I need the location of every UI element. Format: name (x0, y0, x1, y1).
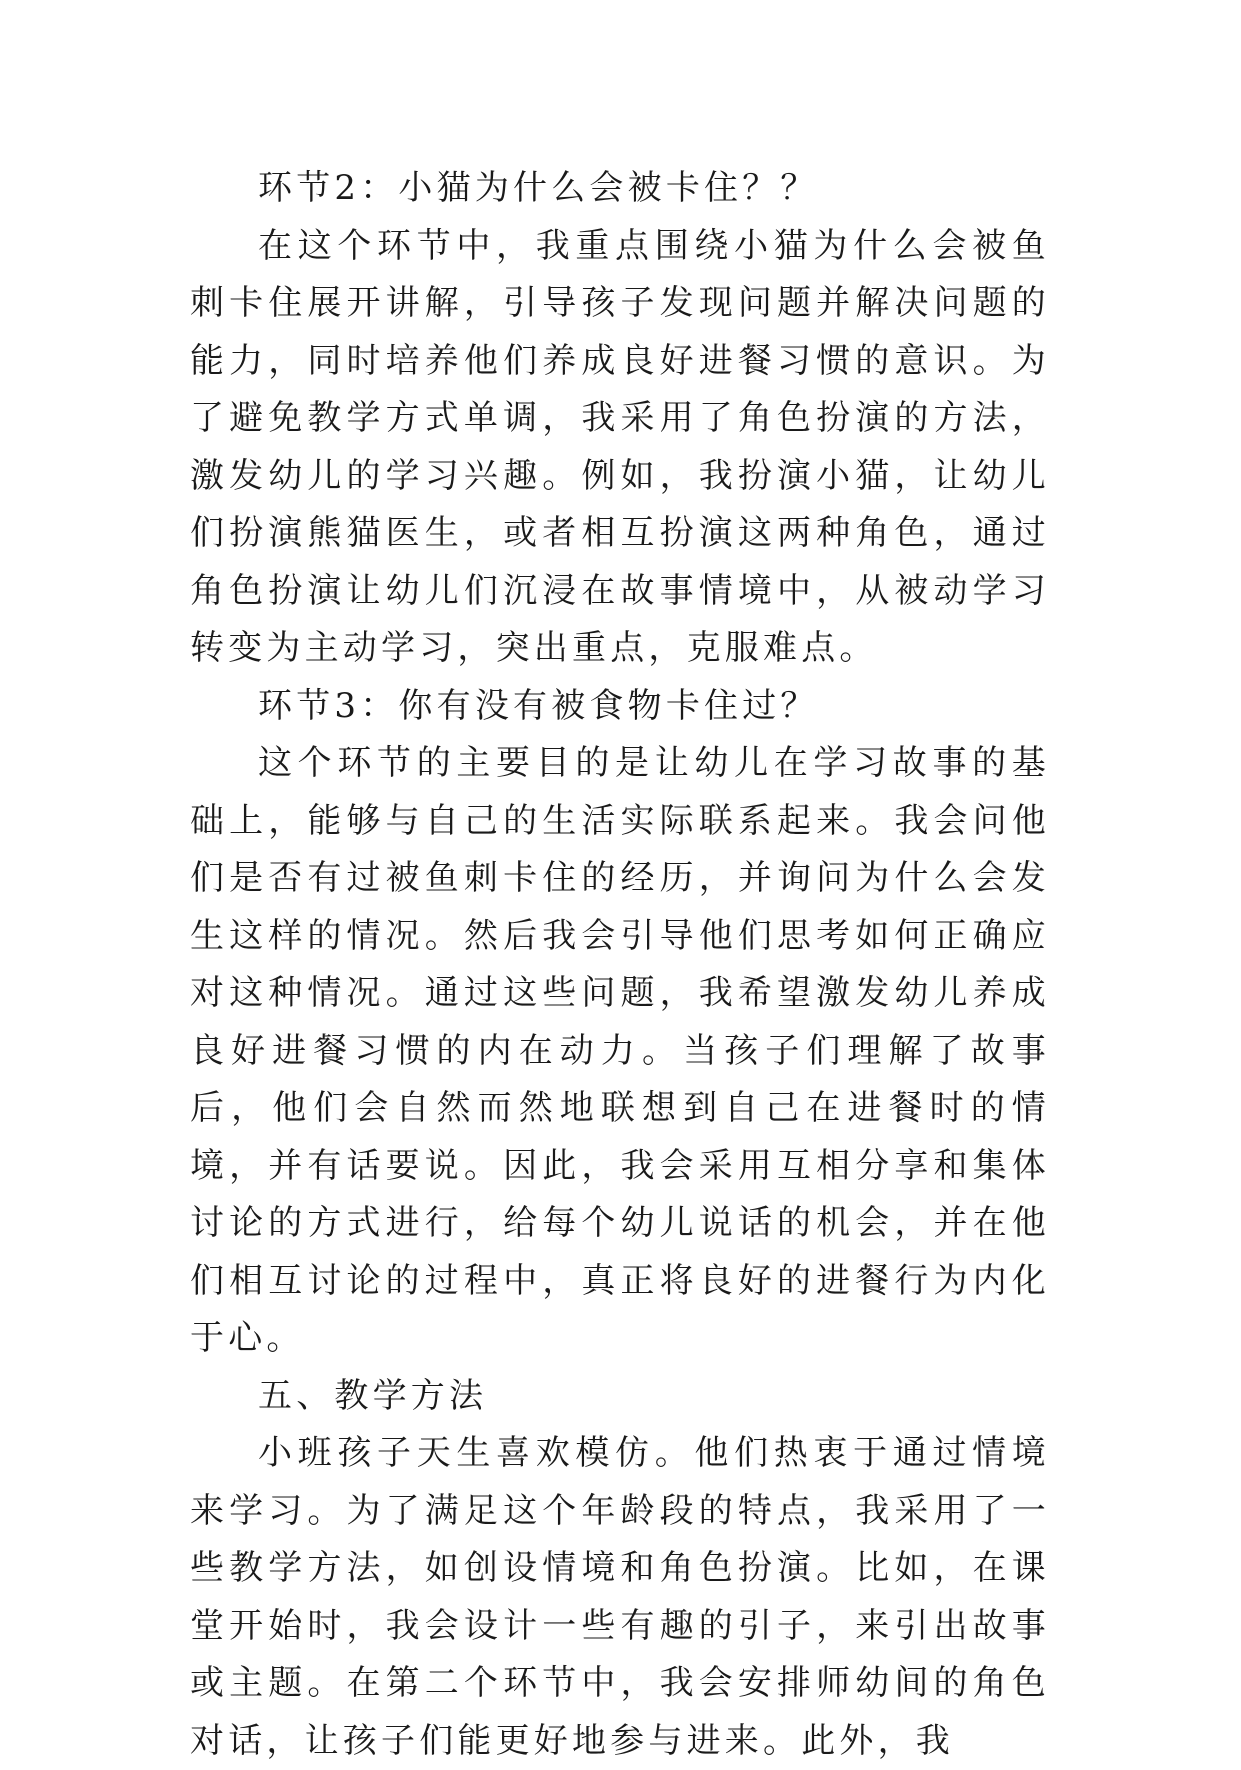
section-heading-teaching-methods: 五、教学方法 (258, 1375, 488, 1416)
section-heading-step-2: 环节2：小猫为什么会被卡住？？ (258, 168, 819, 208)
document-page (190, 160, 1050, 1770)
section-heading-step-3: 环节3：你有没有被食物卡住过？ (258, 685, 819, 726)
paragraph-step-2-body: 在这个环节中，我重点围绕小猫为什么会被鱼刺卡住展开讲解，引导孩子发现问题并解决问题的能力，同时培养他们养成良好进餐习惯的意识。为了避免教学方式单调，我采用了角色扮演的方法，激发幼儿的学习兴趣。例如，我扮演小猫，让幼儿们扮演熊猫医生，或者相互扮演这两种角色，通过角色扮演让幼儿们沉浸在故事情境中，从被动学习转变为主动学习，突出重点，克服难点。 (190, 225, 1050, 668)
paragraph-teaching-methods-body: 小班孩子天生喜欢模仿。他们热衷于通过情境来学习。为了满足这个年龄段的特点，我采用了一些教学方法，如创设情境和角色扮演。比如，在课堂开始时，我会设计一些有趣的引子，来引出故事或主题。在第二个环节中，我会安排师幼间的角色对话，让孩子们能更好地参与进来。此外，我 (190, 1433, 1050, 1761)
paragraph-step-3-body: 这个环节的主要目的是让幼儿在学习故事的基础上，能够与自己的生活实际联系起来。我会问他们是否有过被鱼刺卡住的经历，并询问为什么会发生这样的情况。然后我会引导他们思考如何正确应对这种情况。通过这些问题，我希望激发幼儿养成良好进餐习惯的内在动力。当孩子们理解了故事后，他们会自然而然地联想到自己在进餐时的情境，并有话要说。因此，我会采用互相分享和集体讨论的方式进行，给每个幼儿说话的机会，并在他们相互讨论的过程中，真正将良好的进餐行为内化于心。 (190, 743, 1050, 1358)
